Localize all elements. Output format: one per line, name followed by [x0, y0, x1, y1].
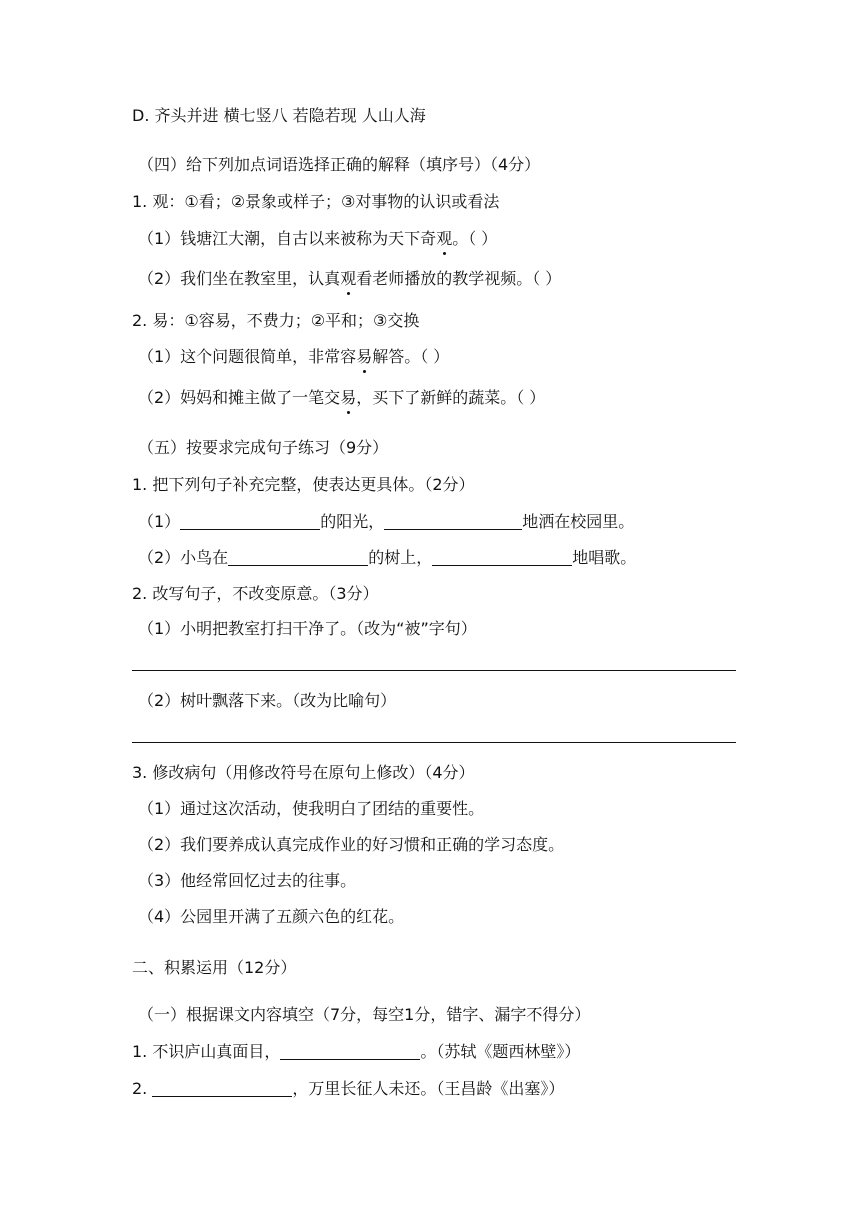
s5-q3-sentence-2: （2）我们要养成认真完成作业的好习惯和正确的学习态度。	[138, 835, 565, 854]
s5-q2-sentence-2: （2）树叶飘落下来。（改为比喻句）	[138, 691, 397, 710]
s5-q2-sentence-1: （1）小明把教室打扫干净了。（改为“被”字句）	[138, 619, 477, 638]
section-5-heading: （五）按要求完成句子练习（9分）	[138, 438, 389, 457]
answer-blank[interactable]	[384, 513, 522, 530]
q2-sentence-1: （1）这个问题很简单，非常容易解答。（ ）	[138, 347, 450, 366]
dotted-word: 易	[356, 347, 373, 366]
answer-line[interactable]	[132, 742, 736, 743]
option-d: D. 齐头并进 横七竖八 若隐若现 人山人海	[132, 106, 426, 125]
s5-q1-sentence-2: （2）小鸟在 的树上， 地唱歌。	[138, 548, 637, 567]
s5-q3-sentence-3: （3）他经常回忆过去的往事。	[138, 871, 357, 890]
part-2-sub-1: （一）根据课文内容填空（7分，每空1分，错字、漏字不得分）	[138, 1005, 591, 1024]
answer-blank[interactable]	[280, 1043, 420, 1060]
dotted-word: 观	[436, 229, 453, 248]
q2-sentence-2: （2）妈妈和摊主做了一笔交易，买下了新鲜的蔬菜。（ ）	[138, 388, 546, 407]
part-2-heading: 二、积累运用（12分）	[132, 958, 297, 977]
s5-q1-title: 1. 把下列句子补充完整，使表达更具体。（2分）	[132, 475, 475, 494]
q2-yi-definitions: 2. 易：①容易，不费力；②平和；③交换	[132, 311, 420, 330]
dotted-word: 观	[340, 269, 357, 288]
s5-q2-title: 2. 改写句子，不改变原意。（3分）	[132, 584, 379, 603]
s5-q3-title: 3. 修改病句（用修改符号在原句上修改）（4分）	[132, 763, 475, 782]
q1-sentence-1: （1）钱塘江大潮，自古以来被称为天下奇观。（ ）	[138, 229, 498, 248]
answer-blank[interactable]	[432, 549, 572, 566]
p2-q2: 2. ，万里长征人未还。（王昌龄《出塞》）	[132, 1079, 565, 1098]
answer-blank[interactable]	[180, 513, 320, 530]
answer-blank[interactable]	[228, 549, 368, 566]
answer-blank[interactable]	[152, 1080, 292, 1097]
s5-q3-sentence-4: （4）公园里开满了五颜六色的红花。	[138, 907, 405, 926]
p2-q1: 1. 不识庐山真面目， 。（苏轼《题西林壁》）	[132, 1042, 581, 1061]
q1-guan-definitions: 1. 观：①看；②景象或样子；③对事物的认识或看法	[132, 192, 500, 211]
q1-sentence-2: （2）我们坐在教室里，认真观看老师播放的教学视频。（ ）	[138, 269, 562, 288]
answer-line[interactable]	[132, 670, 736, 671]
s5-q3-sentence-1: （1）通过这次活动，使我明白了团结的重要性。	[138, 799, 485, 818]
dotted-word: 易	[340, 388, 357, 407]
section-4-heading: （四）给下列加点词语选择正确的解释（填序号）（4分）	[138, 155, 541, 174]
s5-q1-sentence-1: （1） 的阳光， 地洒在校园里。	[138, 512, 635, 531]
